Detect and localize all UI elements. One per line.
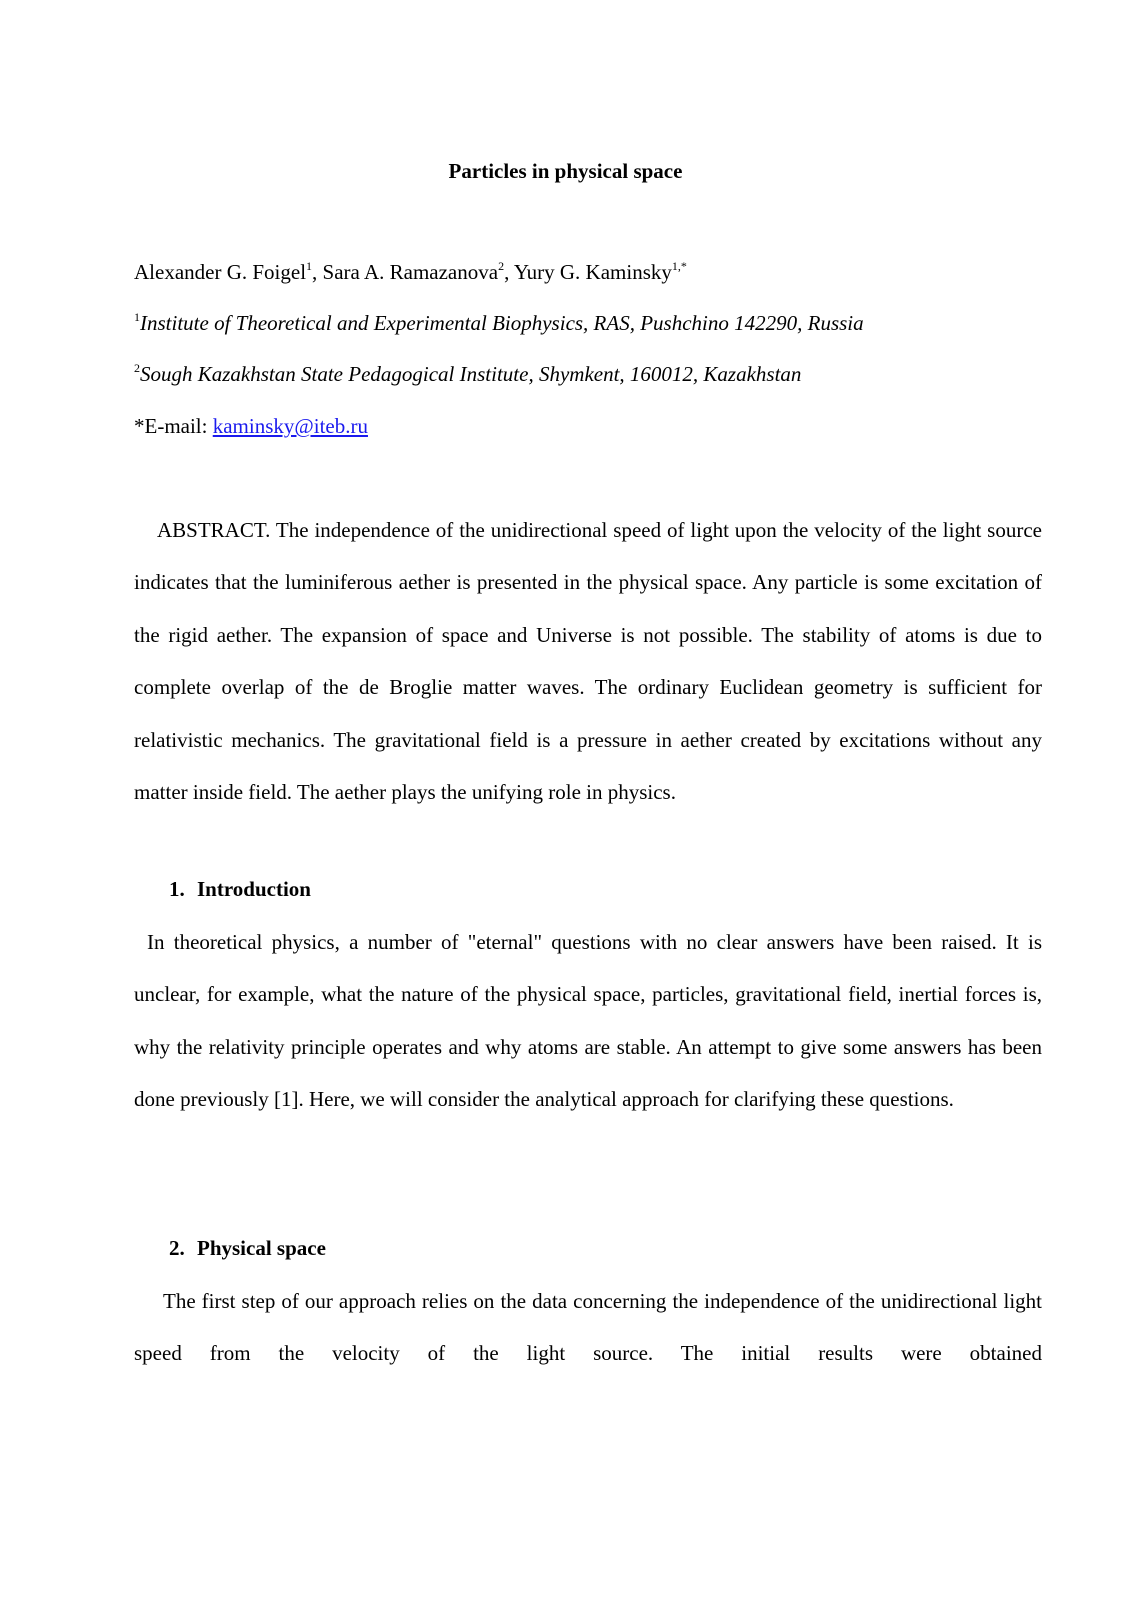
author-affiliation-mark: 2 (498, 259, 505, 273)
affiliation-text: Sough Kazakhstan State Pedagogical Institute, Shymkent, 160012, Kazakhstan (140, 362, 802, 386)
affiliation-mark: 1 (134, 310, 140, 324)
section-body: In theoretical physics, a number of "eternal" questions with no clear answers have been raised. It is unclear, for example, what the nature of the physical space, particles, gravitational field, inertial forces is, why the relativity principle operates and why atoms are stable. An attempt to give some answers has been done previously [1]. Here, we will consider the analytical approach for clarifying these questions. (134, 930, 1042, 1112)
author-name: Alexander G. Foigel (134, 260, 307, 284)
section-title: Physical space (197, 1236, 326, 1260)
section-heading (169, 875, 311, 903)
author-list (134, 258, 687, 286)
author-name: Sara A. Ramazanova (322, 260, 499, 284)
email-link[interactable]: kaminsky@iteb.ru (212, 414, 368, 438)
email-line (134, 412, 368, 440)
section-heading (169, 1234, 326, 1262)
author-separator: , (312, 260, 323, 284)
email-label: *E-mail: (134, 414, 213, 438)
affiliation (134, 360, 801, 388)
section-body: The first step of our approach relies on the data concerning the independence of the unidirectional light speed from the velocity of the light source. The initial results were obtained (134, 1289, 1042, 1366)
paper-title: Particles in physical space (448, 159, 683, 183)
author-separator: , (504, 260, 514, 284)
affiliation (134, 309, 864, 337)
affiliation-mark: 2 (134, 361, 140, 375)
author-affiliation-mark: 1,* (671, 259, 687, 273)
section-number: 2. (169, 1236, 185, 1260)
section-title: Introduction (197, 877, 311, 901)
affiliation-text: Institute of Theoretical and Experimental Biophysics, RAS, Pushchino 142290, Russia (140, 311, 864, 335)
abstract: ABSTRACT. The independence of the unidirectional speed of light upon the velocity of the light source indicates that the luminiferous aether is presented in the physical space. Any particle is some excitation of the rigid aether. The expansion of space and Universe is not possible. The stability of atoms is due to complete overlap of the de Broglie matter waves. The ordinary Euclidean geometry is sufficient for relativistic mechanics. The gravitational field is a pressure in aether created by excitations without any matter inside field. The aether plays the unifying role in physics. (134, 518, 1042, 805)
author-affiliation-mark: 1 (306, 259, 313, 273)
author-name: Yury G. Kaminsky (513, 260, 672, 284)
section-number: 1. (169, 877, 185, 901)
